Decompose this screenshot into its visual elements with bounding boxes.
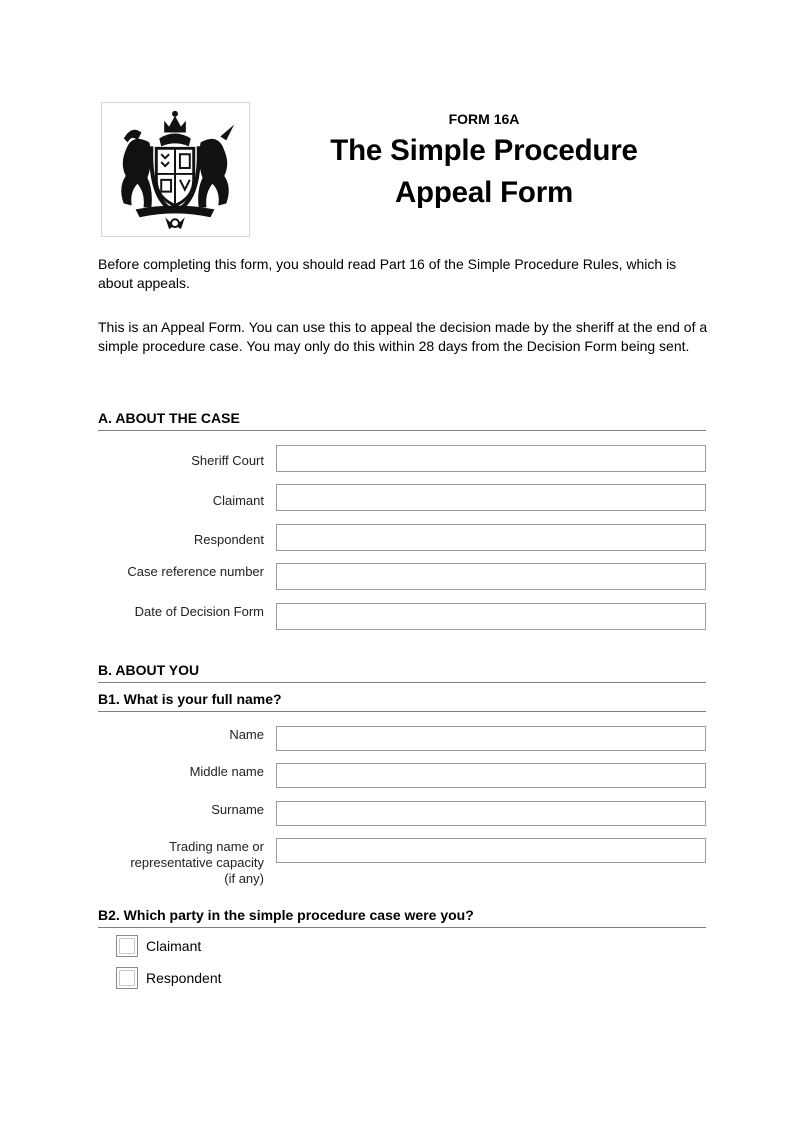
sheriff-court-input[interactable]: [276, 445, 706, 472]
respondent-checkbox[interactable]: [116, 967, 138, 989]
name-label: Name: [229, 727, 264, 742]
trading-name-label-line3: (if any): [224, 871, 264, 886]
intro-paragraph-2: This is an Appeal Form. You can use this to appeal the decision made by the sheriff at the end of a simple procedure case. You may only do this within 28 days from the Decision Form being sent.: [98, 319, 708, 354]
respondent-option[interactable]: [116, 966, 222, 990]
date-of-decision-form-label: Date of Decision Form: [134, 604, 264, 619]
page-title-line1: The Simple Procedure: [330, 134, 638, 167]
question-b1: B1. What is your full name?: [98, 691, 706, 712]
claimant-option[interactable]: [116, 934, 201, 958]
page-title-line2: Appeal Form: [394, 176, 574, 209]
sheriff-court-label: Sheriff Court: [191, 453, 264, 468]
form-number: FORM 16A: [448, 111, 520, 127]
respondent-label: Respondent: [193, 532, 264, 547]
trading-name-label: [84, 839, 264, 887]
respondent-option-label: Respondent: [146, 970, 222, 986]
trading-name-input[interactable]: [276, 838, 706, 863]
date-of-decision-form-input[interactable]: [276, 603, 706, 630]
claimant-input[interactable]: [276, 484, 706, 511]
trading-name-label-line1: Trading name or: [169, 839, 264, 854]
surname-label: Surname: [211, 802, 264, 817]
section-b-heading: B. ABOUT YOU: [98, 662, 706, 683]
trading-name-label-line2: representative capacity: [130, 855, 264, 870]
intro-paragraph-1: Before completing this form, you should read Part 16 of the Simple Procedure Rules, which is about appeals.: [98, 256, 677, 291]
middle-name-input[interactable]: [276, 763, 706, 788]
question-b2: B2. Which party in the simple procedure case were you?: [98, 907, 706, 928]
section-a-heading: A. ABOUT THE CASE: [98, 410, 706, 431]
case-reference-number-label: Case reference number: [127, 564, 264, 579]
claimant-label: Claimant: [212, 493, 264, 508]
case-reference-number-input[interactable]: [276, 563, 706, 590]
claimant-option-label: Claimant: [146, 938, 202, 954]
surname-input[interactable]: [276, 801, 706, 826]
royal-coat-of-arms-logo: [101, 102, 250, 237]
claimant-checkbox[interactable]: [116, 935, 138, 957]
name-input[interactable]: [276, 726, 706, 751]
middle-name-label: Middle name: [189, 764, 264, 779]
crest-icon: [102, 103, 249, 236]
respondent-input[interactable]: [276, 524, 706, 551]
